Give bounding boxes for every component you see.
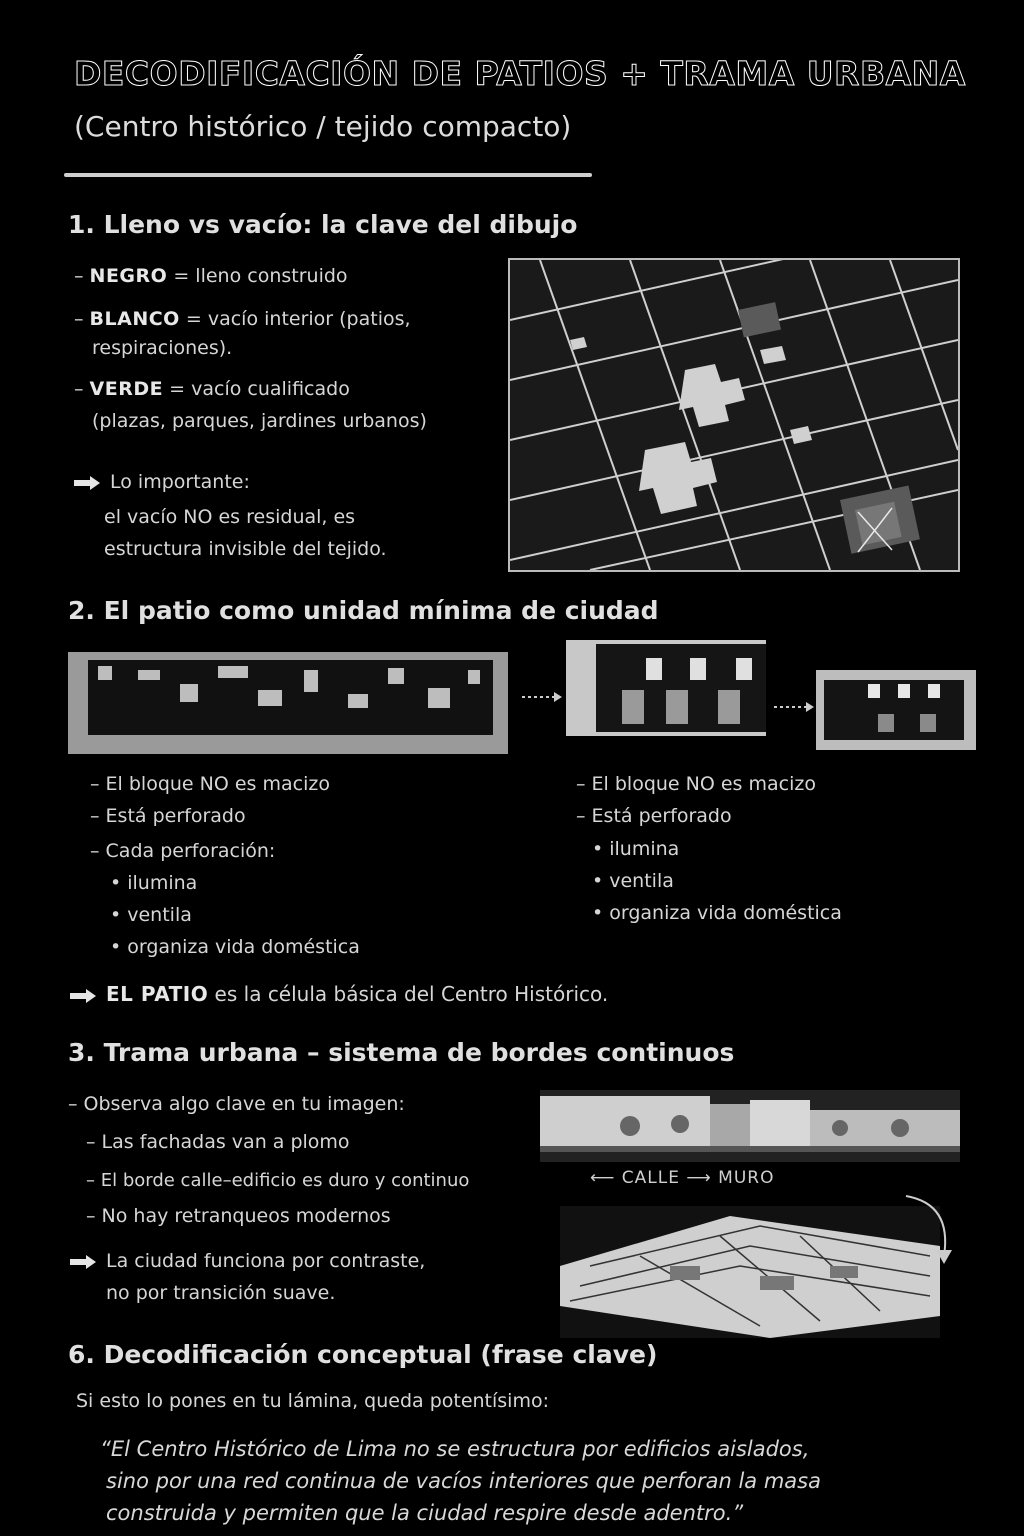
legend-key: NEGRO bbox=[89, 265, 168, 287]
street-section-drawing bbox=[540, 1090, 960, 1162]
calle-label: ⟵ CALLE ⟶ MURO bbox=[590, 1168, 775, 1188]
note-1 bbox=[72, 471, 250, 493]
col1-bullet-3: • organiza vida doméstica bbox=[110, 936, 360, 958]
legend-item-blanco-cont: respiraciones). bbox=[92, 337, 233, 359]
curved-arrow bbox=[900, 1190, 960, 1270]
dotted-arrow-1 bbox=[520, 688, 564, 700]
s3-note-1 bbox=[68, 1250, 425, 1272]
page-title: DECODIFICACIÓN DE PATIOS + TRAMA URBANA bbox=[74, 54, 966, 93]
legend-item-verde-cont: (plazas, parques, jardines urbanos) bbox=[92, 410, 427, 432]
right-arrow-icon bbox=[68, 988, 98, 1004]
s3-line-3: – El borde calle–edificio es duro y continuo bbox=[86, 1170, 470, 1191]
section-6-heading: 6. Decodificación conceptual (frase clave) bbox=[68, 1340, 658, 1369]
col1-bullet-2: • ventila bbox=[110, 904, 192, 926]
conclusion-key: EL PATIO bbox=[106, 982, 209, 1006]
legend-item-verde: – VERDE = vacío cualificado bbox=[74, 378, 350, 400]
patio-facade-drawing bbox=[566, 640, 766, 736]
s3-line-2: – Las fachadas van a plomo bbox=[86, 1131, 350, 1153]
patio-facade-image bbox=[566, 640, 766, 736]
patio-unit-drawing bbox=[816, 670, 976, 750]
curved-arrow-icon bbox=[900, 1190, 960, 1270]
figure-ground-map-image bbox=[508, 258, 960, 572]
legend-text: = vacío cualificado bbox=[163, 378, 350, 400]
right-arrow-icon bbox=[68, 1254, 98, 1270]
col2-bullet-2: • ventila bbox=[592, 870, 674, 892]
urban-axonometric-drawing bbox=[560, 1206, 940, 1338]
col2-line-2: – Está perforado bbox=[576, 805, 732, 827]
col2-line-1: – El bloque NO es macizo bbox=[576, 773, 816, 795]
title-divider bbox=[64, 173, 592, 177]
legend-text: = vacío interior (patios, bbox=[179, 308, 411, 330]
patio-unit-image bbox=[816, 670, 976, 750]
s3-note-text: La ciudad funciona por contraste, bbox=[106, 1250, 426, 1272]
key-quote-line-1: “El Centro Histórico de Lima no se estructura por edificios aislados, bbox=[100, 1437, 810, 1461]
section-2-heading: 2. El patio como unidad mínima de ciudad bbox=[68, 596, 659, 625]
section-3-heading: 3. Trama urbana – sistema de bordes continuos bbox=[68, 1038, 735, 1067]
s3-note-2: no por transición suave. bbox=[106, 1282, 336, 1304]
note-line-2: estructura invisible del tejido. bbox=[104, 538, 387, 560]
key-quote-line-3: construida y permiten que la ciudad respire desde adentro.” bbox=[106, 1501, 744, 1525]
urban-axonometric-image bbox=[560, 1206, 940, 1338]
section-2-conclusion bbox=[68, 982, 608, 1006]
s3-line-4: – No hay retranqueos modernos bbox=[86, 1205, 391, 1227]
s3-line-1: – Observa algo clave en tu imagen: bbox=[68, 1093, 405, 1115]
muro-label-text: MURO bbox=[718, 1168, 775, 1188]
col1-line-1: – El bloque NO es macizo bbox=[90, 773, 330, 795]
page-subtitle: (Centro histórico / tejido compacto) bbox=[74, 110, 572, 143]
dotted-arrow-2 bbox=[772, 698, 816, 710]
street-section-image bbox=[540, 1090, 960, 1162]
perforated-block-image bbox=[68, 652, 508, 754]
figure-ground-map-drawing bbox=[510, 260, 958, 570]
dotted-arrow-icon bbox=[520, 691, 564, 703]
col2-bullet-1: • ilumina bbox=[592, 838, 680, 860]
legend-key: BLANCO bbox=[89, 308, 180, 330]
note-line-1: el vacío NO es residual, es bbox=[104, 506, 356, 528]
right-arrow-icon bbox=[72, 475, 102, 491]
legend-item-negro: – NEGRO = lleno construido bbox=[74, 265, 348, 287]
col1-line-3: – Cada perforación: bbox=[90, 840, 276, 862]
key-quote-line-2: sino por una red continua de vacíos interiores que perforan la masa bbox=[106, 1469, 821, 1493]
note-lead: Lo importante: bbox=[110, 471, 250, 493]
section-1-heading: 1. Lleno vs vacío: la clave del dibujo bbox=[68, 210, 578, 239]
legend-item-blanco: – BLANCO = vacío interior (patios, bbox=[74, 308, 411, 330]
conclusion-text: es la célula básica del Centro Histórico. bbox=[208, 982, 609, 1006]
calle-label-text: CALLE bbox=[621, 1168, 680, 1188]
col2-bullet-3: • organiza vida doméstica bbox=[592, 902, 842, 924]
perforated-block-drawing bbox=[68, 652, 508, 754]
dotted-arrow-icon bbox=[772, 701, 816, 713]
legend-key: VERDE bbox=[89, 378, 164, 400]
section-6-intro: Si esto lo pones en tu lámina, queda potentísimo: bbox=[76, 1390, 549, 1412]
col1-bullet-1: • ilumina bbox=[110, 872, 198, 894]
col1-line-2: – Está perforado bbox=[90, 805, 246, 827]
legend-text: = lleno construido bbox=[167, 265, 348, 287]
